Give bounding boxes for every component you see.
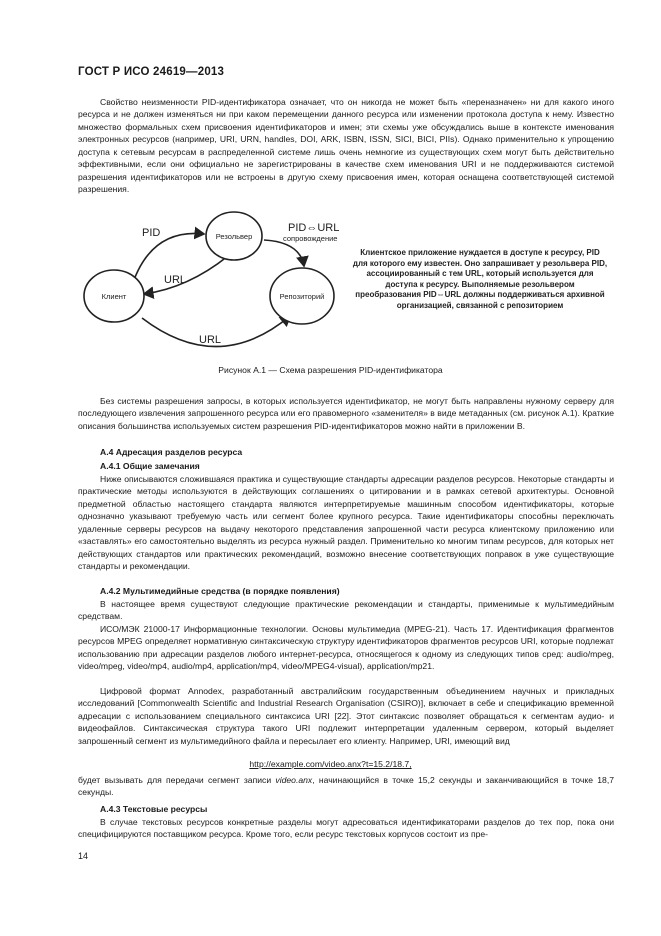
example-url-link[interactable]: http://example.com/video.anx?t=15.2/18.7, xyxy=(249,759,412,769)
url-label-bottom: URL xyxy=(199,334,222,346)
heading-a41: А.4.1 Общие замечания xyxy=(100,461,200,471)
paragraph-annodex xyxy=(78,685,614,747)
pid-resolution-diagram xyxy=(78,200,358,356)
client-label: Клиент xyxy=(101,292,127,301)
paragraph-without-resolution xyxy=(78,395,614,432)
page-number: 14 xyxy=(78,851,89,861)
paragraph-multimedia xyxy=(78,598,614,623)
paragraph-mpeg21 xyxy=(78,623,614,673)
paragraph-text: В настоящее время существуют следующие практические рекомендации и стандарты, применимые к мультимедийным средствам. xyxy=(78,599,614,622)
document-header: ГОСТ Р ИСО 24619—2013 xyxy=(78,66,225,78)
paragraph-text: Свойство неизменности PID-идентификатора означает, что он никогда не может быть «переназначен» ни для какого иного ресурса и не должен изменяться ни при каком перемещении данного ресурса или изменении протокола доступа к нему. Известно множество формальных схем присвоения идентификаторов и имен; эти схемы уже обсуждались выше в контексте именования электронных ресурсов (например, URI, URN, handles, DOI, ARK, ISBN, ISSN, SICI, BICI, PIIs). Однако применительно к упрощению доступа к сетевым ресурсам в распределенной системе лишь очень немногие из существующих схем могут быть действительно эффективными, если они официально не зарегистрированы в качестве схем именования URI и не поддерживаются системой разрешения идентификаторов или не встроены в другую схему присвоения имен, которая оснащена соответствующей системой разрешения. xyxy=(78,97,614,195)
text-run: , начинающийся в точке 15,2 секунды и заканчивающийся в точке 18,7 секунды. xyxy=(78,775,614,798)
paragraph-text: Ниже описываются сложившаяся практика и существующие стандарты адресации разделов ресурсов. Некоторые стандарты и практические методы используются в действующих соглашениях о цитировании и в рамках сетевой архитектуры. Основной предметной областью настоящего стандарта являются интерпретируемые машинным способом идентификаторы, которые однозначно указывают требуемую часть или сегмент более крупного ресурса. Такие идентификаторы способны переключать удаленные серверы ресурсов на выдачу некоторого представления запрошенной части ресурса клиентскому приложению или «заставлять» его самостоятельно выделять из ресурса нужный раздел. Применительно ко многим типам ресурсов, для которых нет действующих стандартов или практических рекомендаций, возможно внесение соответствующих поправок в уже существующие стандарты и рекомендации. xyxy=(78,474,614,572)
url-label-middle: URL xyxy=(164,274,187,286)
figure-caption: Рисунок А.1 — Схема разрешения PID-идентификатора xyxy=(218,365,443,375)
pid-label: PID xyxy=(142,227,161,239)
heading-a43: А.4.3 Текстовые ресурсы xyxy=(100,804,208,814)
pidurl-label: PID⇔URL xyxy=(288,222,340,234)
repository-label: Репозиторий xyxy=(279,292,325,301)
paragraph-pid-persistence xyxy=(78,96,614,196)
figure-note: Клиентское приложение нуждается в доступе к ресурсу, PID для которого ему известен. Оно запрашивает у резольвера PID, ассоциированный с тем URL, который используется для доступа к ресурсу. Выполняемые резольвером преобразования PID⇔URL должны поддерживаться архивной организацией, связанной с репозиторием xyxy=(352,248,608,310)
arrow-resolver-to-repository xyxy=(264,240,304,266)
emphasis-text: video.anx xyxy=(275,775,313,785)
paragraph-text: ИСО/МЭК 21000-17 Информационные технологии. Основы мультимедиа (MPEG-21). Часть 17. Идентификация фрагментов ресурсов MPEG определяет нормативную синтаксическую структуру идентификаторов фрагментов ресурсов URI, которые подлежат использованию при адресации разделов любого интернет-ресурса, относящегося к одному из следующих типов сред: audio/mpeg, video/mpeg, video/mp4, audio/mp4, application/mp4, video/MPEG4-visual), application/mp21. xyxy=(78,624,614,672)
resolver-label: Резольвер xyxy=(215,232,253,241)
heading-a4: А.4 Адресация разделов ресурса xyxy=(100,447,243,457)
heading-a42: А.4.2 Мультимедийные средства (в порядке появления) xyxy=(100,586,340,596)
paragraph-segment xyxy=(78,774,614,799)
paragraph-text xyxy=(78,774,614,799)
paragraph-text-resources xyxy=(78,816,614,841)
paragraph-text: В случае текстовых ресурсов конкретные разделы могут адресоваться идентификаторами разделов до тех пор, пока они специфицируются поставщиком ресурса. Кроме того, если ресурс текстовых корпусов состоит из пре- xyxy=(78,817,614,840)
paragraph-text: Цифровой формат Annodex, разработанный австралийским государственным объединением научных и прикладных исследований [Commonwealth Scientific and Industrial Research Organisation (CSIRO)], включает в себе и спецификацию временной адресации с использованием специального синтаксиса URI [22]. Этот синтаксис позволяет обращаться к сегментам аудио- и видеофайлов. Синтаксическая структура такого URI подлежит интерпретации удаленным сервером, который выделяет запрошенный сегмент из мультимедийного файла и пересылает его клиенту. Например, URI, имеющий вид xyxy=(78,686,614,746)
paragraph-practice xyxy=(78,473,614,573)
text-run: будет вызывать для передачи сегмент записи xyxy=(78,775,276,785)
support-label: сопровождение xyxy=(283,234,338,243)
paragraph-text: Без системы разрешения запросы, в которых используется идентификатор, не могут быть направлены нужному серверу для последующего извлечения запрошенного ресурса или его правомерного «заменителя» в виде метаданных (см. рисунок А.1). Краткие описания большинства используемых систем разрешения PID-идентификаторов можно найти в приложении В. xyxy=(78,396,614,431)
